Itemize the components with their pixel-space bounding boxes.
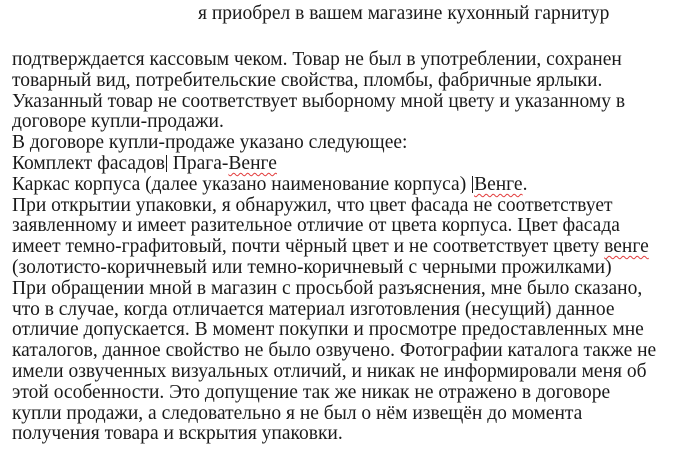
text-line: каталогов, данное свойство не было озвучено. Фотографии каталога также не: [12, 340, 657, 362]
text-line: заявленному и имеет разительное отличие от цвета корпуса. Цвет фасада: [12, 215, 620, 237]
text-line: подтверждается кассовым чеком. Товар не был в употреблении, сохранен: [12, 49, 622, 70]
text-cursor-bar: [166, 155, 167, 172]
text-line: отличие допускается. В момент покупки и просмотре предоставленных мне: [12, 319, 644, 341]
spellcheck-marked-word: Венге: [228, 152, 277, 174]
venge-line: [12, 237, 692, 258]
text-line: При открытии упаковки, я обнаружил, что цвет фасада не соответствует: [12, 194, 613, 216]
facade-line: [12, 154, 692, 175]
body-frame-line: [12, 175, 692, 196]
document-body: [12, 50, 692, 445]
venge-line-text: имеет темно-графитовый, почти чёрный цвет и не соответствует цвету: [12, 236, 605, 258]
facade-line-label: Комплект фасадов: [12, 152, 165, 174]
facade-line-middle: Прага-: [167, 152, 229, 174]
text-line: В договоре купли-продаже указано следующее:: [12, 132, 408, 154]
text-line: Указанный товар не соответствует выборному мной цвету и указанному в: [12, 90, 626, 112]
text-line: (золотисто-коричневый или темно-коричневый с черными прожилками): [12, 256, 612, 278]
spellcheck-marked-word: Венге: [474, 173, 523, 195]
text-line: имели озвученных визуальных отличий, и никак не информировали меня об: [12, 360, 647, 382]
spellcheck-marked-word: венге: [604, 236, 649, 258]
text-line: договоре купли-продажи.: [12, 111, 224, 133]
text-line: этой особенности. Это допущение так же никак не отражено в договоре: [12, 381, 611, 403]
text-cursor-bar: [472, 176, 473, 193]
body-frame-line-label: Каркас корпуса (далее указано наименование корпуса): [12, 173, 472, 195]
text-line: получения товара и вскрытия упаковки.: [12, 423, 343, 445]
text-line: При обращении мной в магазин с просьбой разъяснения, мне было сказано,: [12, 277, 643, 299]
text-line: что в случае, когда отличается материал изготовления (несущий) данное: [12, 298, 615, 320]
body-frame-line-end: .: [522, 173, 528, 195]
document-top-line: я приобрел в вашем магазине кухонный гарнитур: [198, 3, 610, 24]
text-line: товарный вид, потребительские свойства, пломбы, фабричные ярлыки.: [12, 69, 603, 91]
text-line: купли продажи, а следовательно я не был о нём извещён до момента: [12, 402, 583, 424]
